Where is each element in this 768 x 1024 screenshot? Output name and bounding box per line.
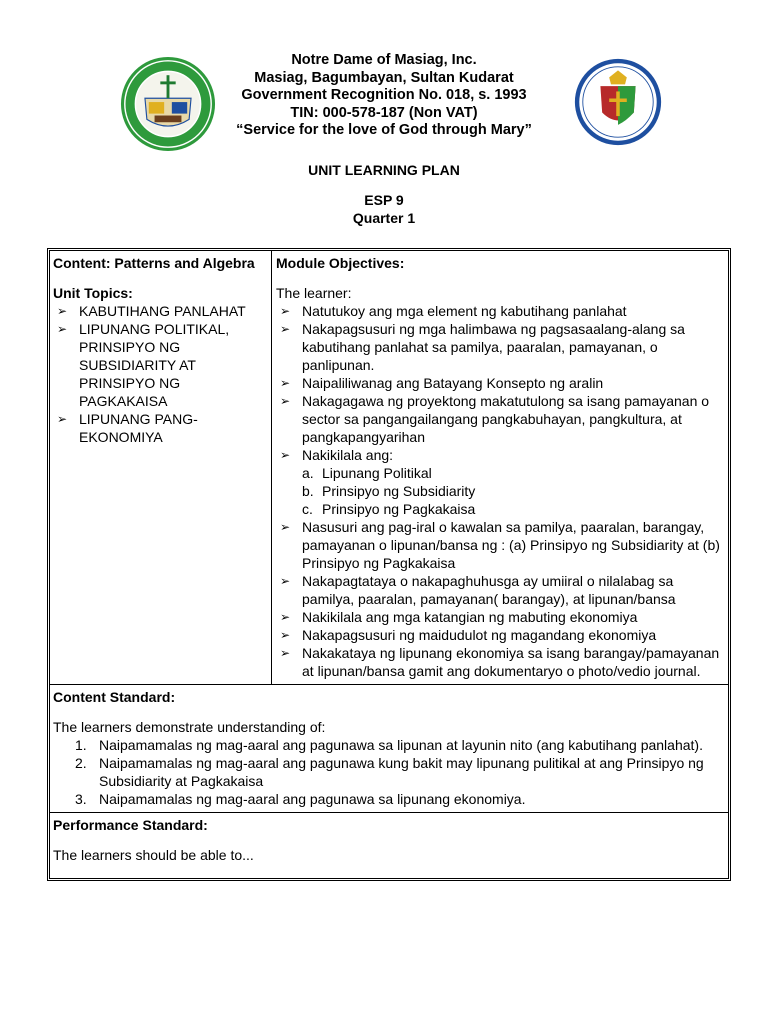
objectives-heading: Module Objectives: <box>276 255 405 271</box>
performance-standard-cell <box>50 813 728 878</box>
list-item: 3. Naipamamalas ng mag-aaral ang pagunawa sa lipunang ekonomiya. <box>75 791 526 807</box>
unit-topics-list <box>53 302 268 446</box>
list-item: ➢ Nasusuri ang pag-iral o kawalan sa pamilya, paaralan, barangay, pamayanan o lipunan/bansa ng : (a) Prinsipyo ng Subsidiarity at (b) Prinsipyo ng Pagkakaisa <box>276 518 725 572</box>
performance-standard-heading: Performance Standard: <box>53 817 208 833</box>
quarter-label: Quarter 1 <box>352 210 416 226</box>
list-item: 1. Naipamamalas ng mag-aaral ang pagunawa sa lipunan at layunin nito (ang kabutihang panlahat). <box>75 737 703 753</box>
objectives-intro: The learner: <box>276 285 352 301</box>
content-heading: Content: Patterns and Algebra <box>53 255 255 271</box>
list-item: ➢ Nakapagsusuri ng mga halimbawa ng pagsasaalang-alang sa kabutihang panlahat sa pamilya, paaralan, pamayanan, o panlipunan. <box>276 320 725 374</box>
performance-standard-text: The learners should be able to... <box>53 847 254 863</box>
list-item: ➢ Naipaliliwanag ang Batayang Konsepto ng aralin <box>276 374 725 392</box>
content-standard-row <box>50 685 728 813</box>
objectives-sub-list <box>276 464 725 518</box>
plan-title-block <box>0 161 768 227</box>
school-name: Notre Dame of Masiag, Inc. <box>291 52 477 68</box>
list-item: ➢ Natutukoy ang mga element ng kabutihang panlahat <box>276 302 725 320</box>
list-item: a. Lipunang Politikal <box>302 465 432 481</box>
tin-number: TIN: 000-578-187 (Non VAT) <box>290 104 478 121</box>
content-cell <box>50 251 272 684</box>
list-item: ➢ Nakapagtataya o nakapaghuhusga ay umiiral o nilalabag sa pamilya, paaralan, pamayanan( barangay), at lipunan/bansa <box>276 572 725 608</box>
list-item: ➢ KABUTIHANG PANLAHAT <box>53 302 268 320</box>
list-item: ➢ Nakakataya ng lipunang ekonomiya sa isang barangay/pamayanan at lipunan/bansa gamit ang dokumentaryo o photo/vedio journal. <box>276 644 725 680</box>
list-item: ➢ Nakagagawa ng proyektong makatutulong sa isang pamayanan o sector sa pangangailangang pangkabuhayan, pangkultura, at pangkapangyarihan <box>276 392 725 446</box>
objectives-list-continued <box>276 518 725 680</box>
list-item: c. Prinsipyo ng Pagkakaisa <box>302 501 476 517</box>
subject-label: ESP 9 <box>364 192 404 208</box>
list-item: ➢ Nakikilala ang: <box>276 446 725 464</box>
content-standard-list <box>53 736 725 808</box>
school-address: Masiag, Bagumbayan, Sultan Kudarat <box>254 69 514 86</box>
performance-standard-row <box>50 813 728 878</box>
objectives-cell <box>272 251 728 684</box>
objectives-list <box>276 302 725 464</box>
unit-plan-table <box>47 248 731 881</box>
archdiocesan-seal-icon <box>574 58 662 146</box>
government-recognition: Government Recognition No. 018, s. 1993 <box>241 87 527 103</box>
list-item: ➢ LIPUNANG POLITIKAL, PRINSIPYO NG SUBSIDIARITY AT PRINSIPYO NG PAGKAKAISA <box>53 320 268 410</box>
content-objectives-row <box>50 251 728 685</box>
content-standard-intro: The learners demonstrate understanding of: <box>53 719 326 735</box>
content-standard-heading: Content Standard: <box>53 689 176 705</box>
content-standard-cell <box>50 685 728 812</box>
list-item: ➢ LIPUNANG PANG-EKONOMIYA <box>53 410 268 446</box>
list-item: b. Prinsipyo ng Subsidiarity <box>302 483 476 499</box>
list-item: ➢ Nakikilala ang mga katangian ng mabuting ekonomiya <box>276 608 725 626</box>
list-item: ➢ Nakapagsusuri ng maidudulot ng magandang ekonomiya <box>276 626 725 644</box>
unit-topics-heading: Unit Topics: <box>53 285 133 301</box>
school-motto: “Service for the love of God through Mary” <box>236 122 532 138</box>
plan-title: UNIT LEARNING PLAN <box>308 162 460 178</box>
list-item: 2. Naipamamalas ng mag-aaral ang pagunawa kung bakit may lipunang pulitikal at ang Prinsipyo ng Subsidiarity at Pagkakaisa <box>75 755 704 789</box>
